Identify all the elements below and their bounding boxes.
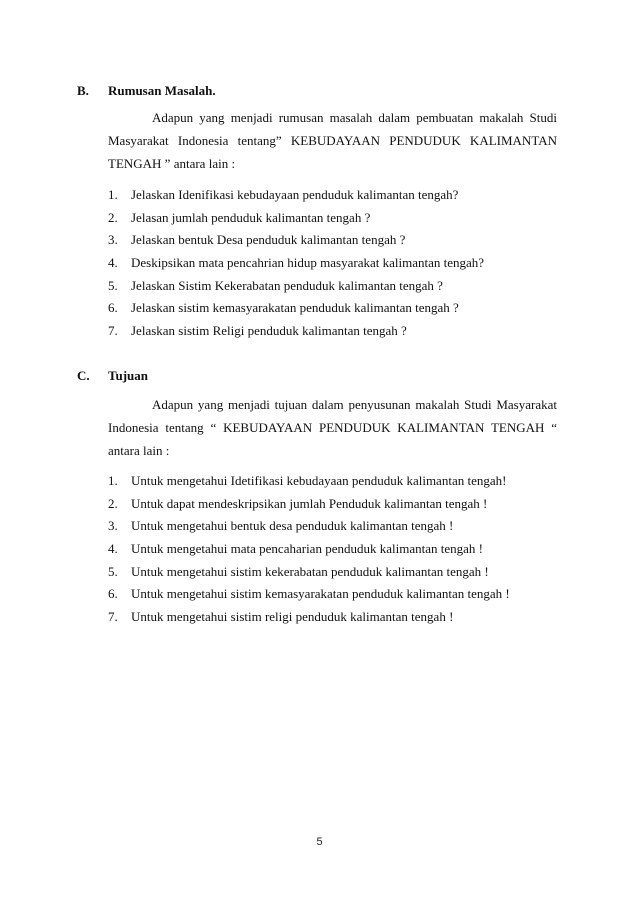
paragraph-line: Indonesia tentang “ KEBUDAYAAN PENDUDUK KALIMANTAN TENGAH “ — [108, 420, 557, 435]
section-letter: C. — [77, 368, 90, 383]
section-title: Tujuan — [108, 368, 148, 383]
list-item-number: 1. — [108, 187, 118, 202]
list-item-number: 7. — [108, 609, 118, 625]
list-item-text: Untuk mengetahui Idetifikasi kebudayaan penduduk kalimantan tengah! — [131, 473, 507, 488]
list-item-number: 2. — [108, 209, 118, 225]
list-item-text: Untuk mengetahui sistim kemasyarakatan penduduk kalimantan tengah ! — [131, 586, 510, 602]
list-item-text: Jelaskan bentuk Desa penduduk kalimantan tengah ? — [131, 232, 406, 248]
list-item-text: Untuk mengetahui bentuk desa penduduk kalimantan tengah ! — [131, 518, 454, 534]
paragraph-line: Adapun yang menjadi rumusan masalah dalam pembuatan makalah Studi — [152, 110, 557, 125]
list-item-number: 3. — [108, 232, 118, 248]
paragraph-line: Adapun yang menjadi tujuan dalam penyusunan makalah Studi Masyarakat — [152, 397, 557, 412]
list-item-text: Jelaskan sistim kemasyarakatan penduduk kalimantan tengah ? — [131, 300, 459, 316]
list-item-text: Untuk dapat mendeskripsikan jumlah Penduduk kalimantan tengah ! — [131, 495, 488, 511]
section-title: Rumusan Masalah. — [108, 83, 216, 98]
paragraph-line: antara lain : — [108, 443, 170, 458]
paragraph-line: TENGAH ” antara lain : — [108, 156, 236, 171]
section-letter: B. — [77, 83, 89, 98]
section-c-paragraph — [108, 393, 557, 462]
paragraph-line: Masyarakat Indonesia tentang” KEBUDAYAAN PENDUDUK KALIMANTAN — [108, 133, 557, 148]
list-item-number: 4. — [108, 255, 118, 271]
list-item-text: Deskipsikan mata pencahrian hidup masyarakat kalimantan tengah? — [131, 255, 485, 271]
section-b-paragraph — [108, 106, 557, 175]
list-item-number: 5. — [108, 563, 118, 579]
list-item-number: 4. — [108, 541, 118, 557]
list-item-number: 2. — [108, 495, 118, 511]
list-item-text: Untuk mengetahui sistim religi penduduk kalimantan tengah ! — [131, 609, 454, 625]
list-item-text: Untuk mengetahui mata pencaharian penduduk kalimantan tengah ! — [131, 541, 483, 557]
list-item-number: 6. — [108, 586, 118, 602]
list-item-text: Jelaskan sistim Religi penduduk kalimantan tengah ? — [131, 323, 407, 339]
list-item-number: 3. — [108, 518, 118, 534]
list-item-text: Jelasan jumlah penduduk kalimantan tengah ? — [131, 209, 371, 225]
page-number: 5 — [316, 836, 323, 848]
list-item-number: 5. — [108, 277, 118, 293]
list-item-number: 1. — [108, 473, 118, 488]
list-item-text: Jelaskan Idenifikasi kebudayaan penduduk kalimantan tengah? — [131, 187, 459, 202]
list-item-number: 6. — [108, 300, 118, 316]
list-item-text: Untuk mengetahui sistim kekerabatan penduduk kalimantan tengah ! — [131, 563, 489, 579]
list-item-number: 7. — [108, 323, 118, 339]
list-item-text: Jelaskan Sistim Kekerabatan penduduk kalimantan tengah ? — [131, 277, 443, 293]
